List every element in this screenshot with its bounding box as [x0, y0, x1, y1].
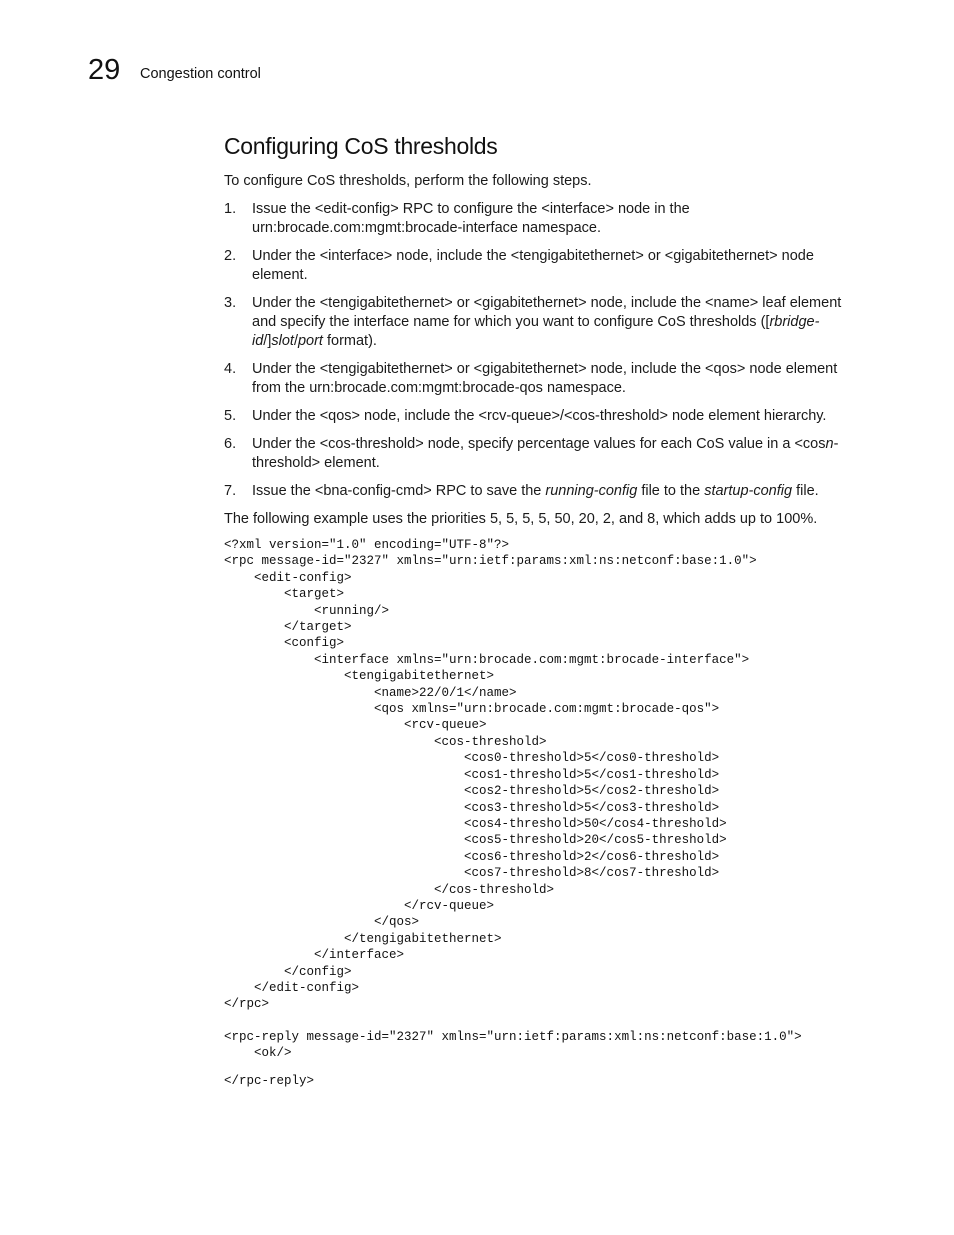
intro-paragraph: To configure CoS thresholds, perform the following steps.: [224, 173, 592, 189]
step-text-part: file to the: [637, 483, 705, 499]
steps-list: [224, 200, 864, 501]
code-block-reply-end: </rpc-reply>: [224, 1073, 315, 1088]
code-block-request: <?xml version="1.0" encoding="UTF-8"?> <rpc message-id="2327" xmlns="urn:ietf:params:xml:ns:netconf:base:1.0"> <edit-config> <target> <running/> </target> <config> <interface xmlns="urn:brocade.com:mgmt:brocade-interface"> <tengigabitethernet> <name>22/0/1</name> <qos xmlns="urn:brocade.com:mgmt:brocade-qos"> <rcv-queue> <cos-threshold> <cos0-threshold>5</cos0-threshold> <cos1-threshold>5</cos1-threshold> <cos2-threshold>5</cos2-threshold> <cos3-threshold>5</cos3-threshold> <cos4-threshold>50</cos4-threshold> <cos5-threshold>20</cos5-threshold> <cos6-threshold>2</cos6-threshold> <cos7-threshold>8</cos7-threshold> </cos-threshold> </rcv-queue> </qos> </tengigabitethernet> </interface> </config> </edit-config> </rpc>: [224, 538, 757, 1012]
step-number: 4.: [224, 361, 237, 377]
step-number: 6.: [224, 436, 237, 452]
step-text-italic: rbridge-id: [252, 314, 820, 349]
chapter-title: Congestion control: [140, 66, 261, 82]
chapter-number: 29: [88, 54, 121, 86]
step-text-part: -threshold> element.: [252, 436, 839, 471]
list-item: [224, 435, 864, 473]
step-text: Under the <tengigabitethernet> or <gigabitethernet> node, include the <qos> node element from the urn:brocade.com:mgmt:brocade-qos namespace.: [252, 361, 838, 396]
step-text: [252, 295, 841, 349]
step-text-part: file.: [792, 483, 819, 499]
list-item: [224, 407, 864, 426]
step-text: [252, 483, 819, 499]
list-item: [224, 247, 864, 285]
step-text-part: Issue the <bna-config-cmd> RPC to save the: [252, 483, 546, 499]
step-text-italic: port: [297, 333, 323, 349]
step-text-italic: startup-config: [704, 483, 793, 499]
step-text-italic: slot: [271, 333, 294, 349]
example-intro: The following example uses the priorities 5, 5, 5, 5, 50, 20, 2, and 8, which adds up to 100%.: [224, 511, 818, 527]
step-number: 7.: [224, 483, 237, 499]
section-body: [224, 172, 864, 1089]
section-heading: Configuring CoS thresholds: [224, 133, 498, 159]
step-text-italic: n: [825, 436, 834, 452]
step-text: Under the <qos> node, include the <rcv-queue>/<cos-threshold> node element hierarchy.: [252, 408, 827, 424]
list-item: [224, 200, 864, 238]
list-item: [224, 482, 864, 501]
step-text-italic: running-config: [545, 483, 638, 499]
step-text: [252, 436, 838, 471]
code-block-reply: <rpc-reply message-id="2327" xmlns="urn:ietf:params:xml:ns:netconf:base:1.0"> <ok/>: [224, 1029, 802, 1061]
step-text-part: format).: [322, 333, 377, 349]
step-text: Under the <interface> node, include the <tengigabitethernet> or <gigabitethernet> node element.: [252, 248, 814, 283]
step-text-part: Under the <tengigabitethernet> or <gigabitethernet> node, include the <name> leaf element and specify the interface name for which you want to configure CoS thresholds ([: [252, 295, 842, 330]
step-number: 1.: [224, 201, 237, 217]
step-text-part: /: [293, 333, 298, 349]
list-item: [224, 294, 864, 351]
list-item: [224, 360, 864, 398]
step-number: 3.: [224, 295, 237, 311]
step-text-part: Under the <cos-threshold> node, specify percentage values for each CoS value in a <cos: [252, 436, 826, 452]
step-number: 5.: [224, 408, 237, 424]
step-text-part: /]: [263, 333, 272, 349]
step-text: Issue the <edit-config> RPC to configure the <interface> node in the urn:brocade.com:mgmt:brocade-interface namespace.: [252, 201, 690, 236]
step-number: 2.: [224, 248, 237, 264]
